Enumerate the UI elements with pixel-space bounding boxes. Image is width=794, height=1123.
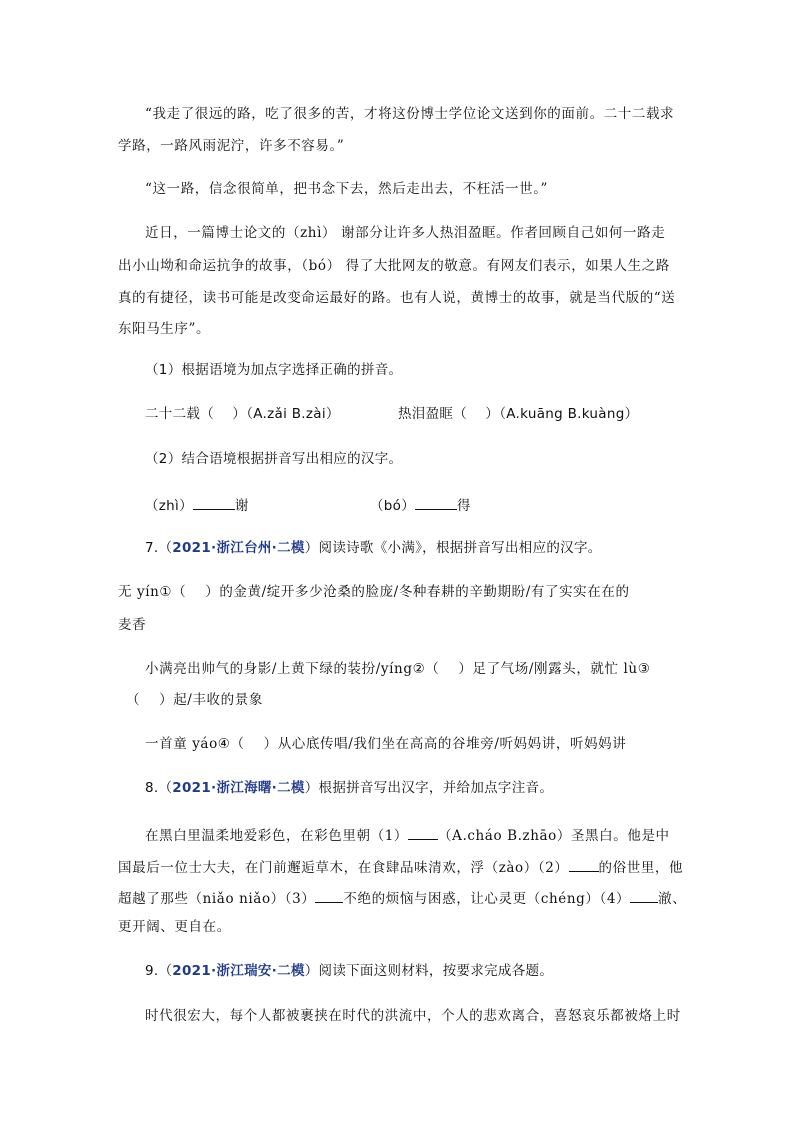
text-segment: 不绝的烦恼与困惑，让心灵更（chéng）（4） [343, 891, 631, 907]
question-number: 7.（ [145, 540, 173, 556]
q8-text-line-1 [145, 827, 670, 844]
paragraph-3-line-1: 近日，一篇博士论文的（zhì） 谢部分让许多人热泪盈眶。作者回顾自己如何一路走 [145, 225, 666, 241]
text-segment: 澈、 [658, 891, 687, 907]
q8-text-line-3 [118, 890, 686, 907]
text-segment: 国最后一位士大夫，在门前邂逅草木，在食肆品味清欢，浮（zào）（2） [118, 860, 569, 876]
answer-blank[interactable] [630, 890, 658, 903]
q7-heading [145, 542, 602, 556]
question-number: 8.（ [145, 780, 173, 796]
question-source-close: ） [304, 780, 319, 796]
q7-poem-line-2: 麦香 [118, 617, 147, 633]
q6-sub1-instruction: （1）根据语境为加点字选择正确的拼音。 [145, 362, 403, 378]
q6-sub2-instruction: （2）结合语境根据拼音写出相应的汉字。 [145, 451, 403, 467]
paragraph-3-line-4: 东阳马生序”。 [118, 321, 211, 337]
q7-poem-line-4: （ ）起/丰收的景象 [126, 692, 263, 708]
question-source-close: ） [304, 540, 319, 556]
text-segment: 在黑白里温柔地爱彩色，在彩色里朝（1） [145, 828, 408, 844]
q6-sub2-item-a [145, 497, 249, 514]
quote-2: “这一路，信念很简单，把书念下去，然后走出去，不枉活一世。” [145, 181, 549, 197]
q6-sub2-item-b [370, 497, 471, 514]
question-source: 2021·浙江台州·二模 [172, 540, 305, 556]
paragraph-3-line-3: 真的有捷径，读书可能是改变命运最好的路。也有人说，黄博士的故事，就是当代版的“送 [118, 290, 676, 306]
q7-poem-line-5: 一首童 yáo④（ ）从心底传唱/我们坐在高高的谷堆旁/听妈妈讲，听妈妈讲 [145, 736, 627, 752]
paragraph-3-line-2: 出小山坳和命运抗争的故事，（bó） 得了大批网友的敬意。有网友们表示，如果人生之路 [118, 258, 670, 274]
question-instruction: 根据拼音写出汉字，并给加点字注音。 [318, 780, 554, 796]
quote-1-line-2: 学路，一路风雨泥泞，许多不容易。” [118, 138, 345, 154]
character-suffix: 谢 [234, 498, 249, 514]
question-instruction: 阅读诗歌《小满》，根据拼音写出相应的汉字。 [318, 540, 602, 556]
q8-text-line-2 [118, 859, 683, 876]
q7-poem-line-3: 小满亮出帅气的身影/上黄下绿的装扮/yíng②（ ）足了气场/刚露头，就忙 lù③ [145, 661, 651, 677]
answer-blank[interactable] [315, 890, 343, 903]
question-instruction: 阅读下面这则材料，按要求完成各题。 [318, 963, 554, 979]
question-source-close: ） [304, 963, 319, 979]
q6-sub1-item-a: 二十二载（ ）（A.zǎi B.zài） [145, 406, 340, 422]
pinyin-label: （zhì） [145, 498, 193, 514]
answer-blank[interactable] [193, 497, 235, 510]
text-segment: （A.cháo B.zhāo）圣黑白。他是中 [438, 828, 670, 844]
quote-1-line-1: “我走了很远的路，吃了很多的苦，才将这份博士学位论文送到你的面前。二十二载求 [145, 106, 675, 122]
answer-blank[interactable] [408, 827, 438, 840]
question-source: 2021·浙江瑞安·二模 [172, 963, 305, 979]
q8-heading [145, 782, 553, 796]
question-number: 9.（ [145, 963, 173, 979]
q9-heading [145, 965, 553, 979]
pinyin-label: （bó） [370, 498, 416, 514]
text-segment: 超越了那些（niǎo niǎo）（3） [118, 891, 316, 907]
q8-text-line-4: 更开阔、更自在。 [118, 919, 231, 935]
question-source: 2021·浙江海曙·二模 [172, 780, 305, 796]
answer-blank[interactable] [569, 859, 599, 872]
q7-poem-line-1: 无 yín①（ ）的金黄/绽开多少沧桑的脸庞/冬种春耕的辛勤期盼/有了实实在在的 [118, 584, 630, 600]
character-suffix: 得 [457, 498, 471, 514]
answer-blank[interactable] [415, 497, 457, 510]
q9-material-line-1: 时代很宏大，每个人都被裹挟在时代的洪流中，个人的悲欢离合，喜怒哀乐都被烙上时 [145, 1008, 681, 1024]
q6-sub1-item-b: 热泪盈眶（ ）（A.kuāng B.kuàng） [398, 406, 639, 422]
text-segment: 的俗世里，他 [598, 860, 684, 876]
